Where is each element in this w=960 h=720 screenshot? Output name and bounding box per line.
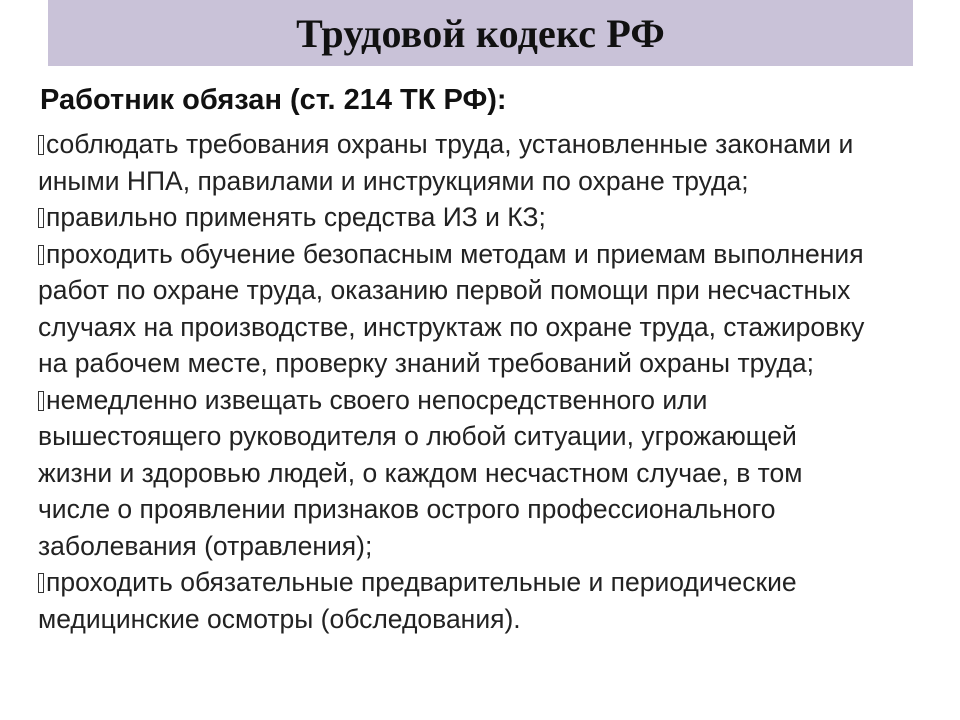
duty-item xyxy=(34,126,952,199)
duty-line: вышестоящего руководителя о любой ситуации, угрожающей xyxy=(38,421,797,451)
missing-glyph-box-icon xyxy=(38,208,44,228)
slide-title: Трудовой кодекс РФ xyxy=(296,10,665,56)
missing-glyph-box-icon xyxy=(38,135,44,155)
duty-item xyxy=(34,564,952,637)
duty-line: на рабочем месте, проверку знаний требований охраны труда; xyxy=(38,348,814,378)
missing-glyph-box-icon xyxy=(38,391,44,411)
duty-line: немедленно извещать своего непосредственного или xyxy=(46,384,708,415)
duty-line: работ по охране труда, оказанию первой помощи при несчастных xyxy=(38,275,851,305)
duty-line: заболевания (отравления); xyxy=(38,530,373,561)
duty-item xyxy=(34,236,952,382)
duty-item xyxy=(34,199,952,236)
duty-list xyxy=(34,126,952,637)
duty-line: иными НПА, правилами и инструкциями по охране труда; xyxy=(38,165,749,196)
duty-line: проходить обучение безопасным методам и приемам выполнения xyxy=(46,238,864,269)
duty-line: числе о проявлении признаков острого профессионального xyxy=(38,494,776,524)
duty-line: жизни и здоровью людей, о каждом несчастном случае, в том xyxy=(38,457,803,488)
duty-line: медицинские осмотры (обследования). xyxy=(38,603,521,634)
missing-glyph-box-icon xyxy=(38,573,44,593)
slide-subtitle: Работник обязан (ст. 214 ТК РФ): xyxy=(40,84,507,116)
missing-glyph-box-icon xyxy=(38,245,44,265)
duty-line: соблюдать требования охраны труда, установленные законами и xyxy=(46,129,854,159)
duty-line: случаях на производстве, инструктаж по охране труда, стажировку xyxy=(38,311,865,342)
title-band xyxy=(48,0,913,66)
duty-line: проходить обязательные предварительные и периодические xyxy=(46,567,797,597)
duty-line: правильно применять средства ИЗ и КЗ; xyxy=(46,202,546,232)
duty-item xyxy=(34,382,952,565)
